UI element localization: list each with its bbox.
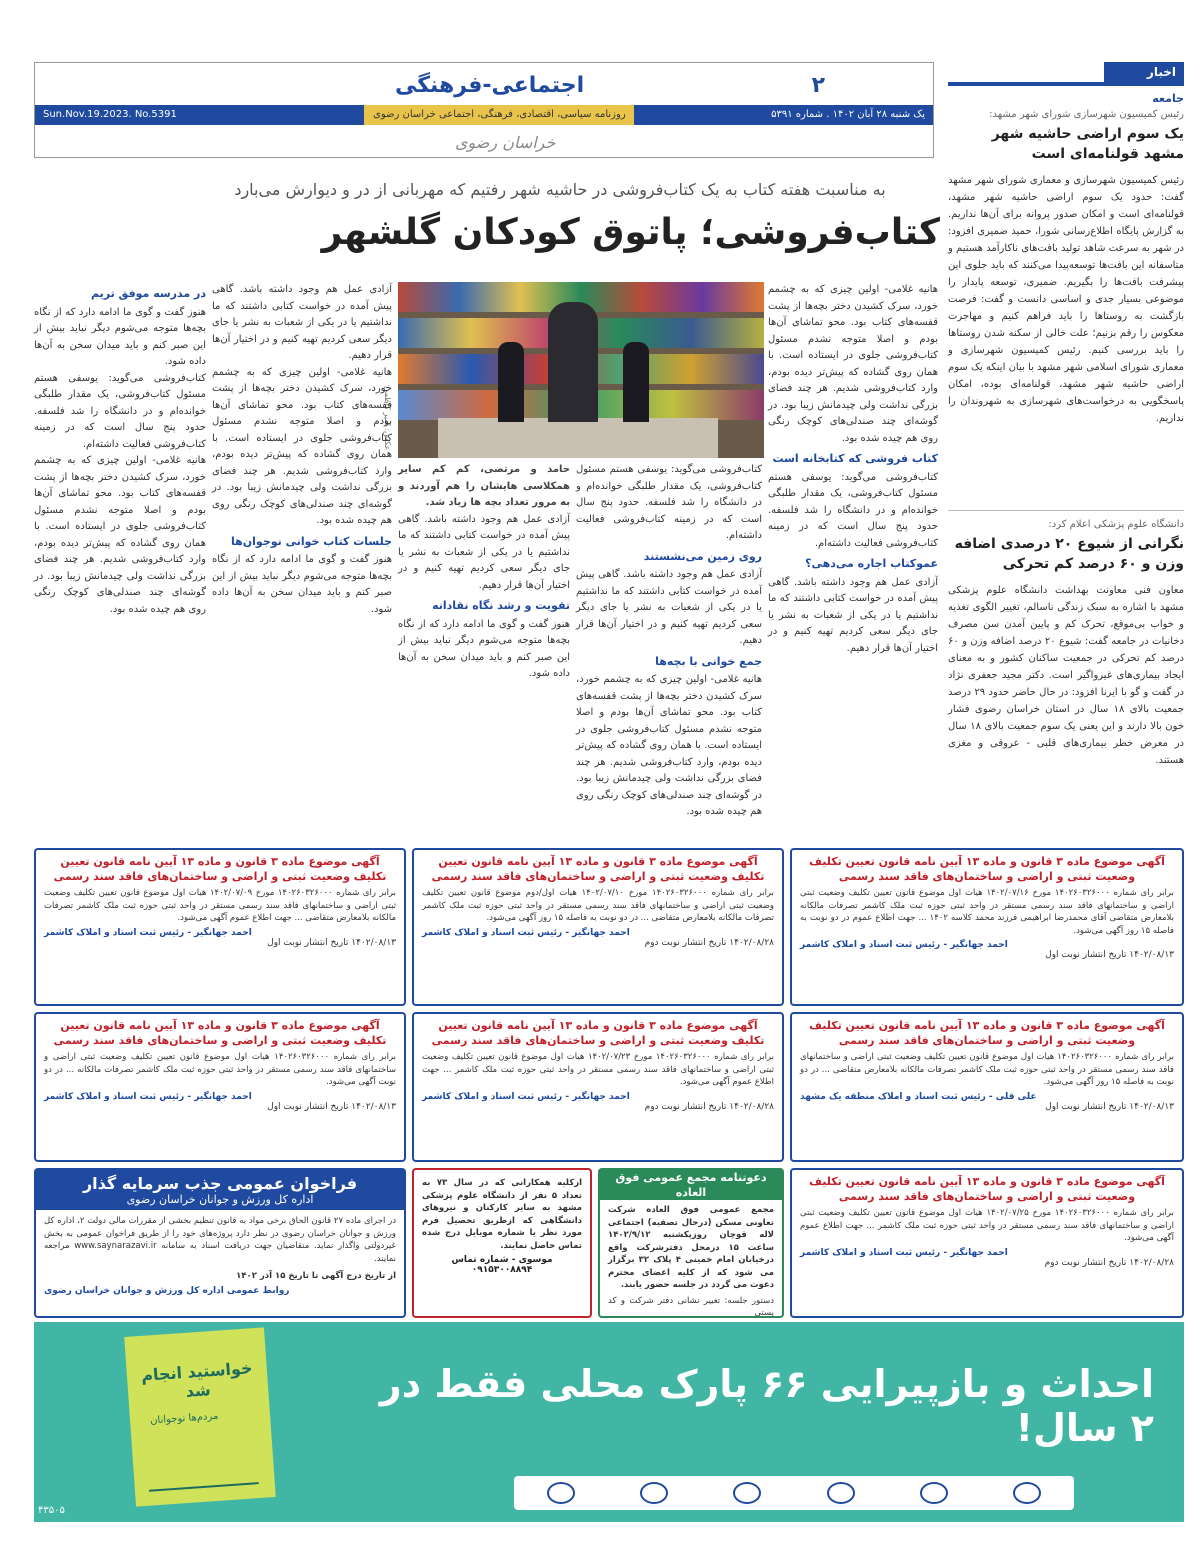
legal-ad-footer: علی قلی - رئیس ثبت اسناد و املاک منطقه یک مشهد <box>800 1091 1037 1102</box>
notice-ad-body: ازکلیه همکارانی که در سال ۷۳ به تعداد ۵ نفر از دانشگاه علوم پزشکی مشهد به سایر کارکنان و نیروهای دانشگاهی که ازطریق تحصیل فرم مورد نظر یا شماره موبایل درج شده تماس حاصل نمایند. <box>422 1178 583 1251</box>
news2-kicker: دانشگاه علوم پزشکی اعلام کرد: <box>1048 519 1184 530</box>
legal-ad <box>412 848 784 1006</box>
legal-ad-title: آگهی موضوع ماده ۳ قانون و ماده ۱۳ آیین نامه قانون تعیین تکلیف وضعیت ثبتی و اراضی و ساختمان‌های فاقد سند رسمی <box>53 855 387 883</box>
article-col-2-text-c: هانیه غلامی- اولین چیزی که به چشمم خورد، سرک کشیدن دختر بچه‌ها از پشت قفسه‌های کتاب بود. محو تماشای آن‌ها بودم و اصلا متوجه نشدم مسئول کتاب‌فروشی جلوی در ایستاده است. با همان روی گشاده که پیش‌تر دیده بودم، وارد کتاب‌فروشی شدیم. هر چند فضای بزرگی نداشت ولی چیدمانش زیبا بود. در گوشه‌ای چند صندلی‌های کوچک رنگی روی هم چیده شده بود. <box>576 674 762 817</box>
logo-icon <box>827 1482 855 1504</box>
call-ad-deadline: از تاریخ درج آگهی تا تاریخ ۱۵ آذر ۱۴۰۲ <box>236 1271 396 1281</box>
legal-ad-date: ۱۴۰۲/۰۸/۱۳ تاریخ انتشار نوبت اول <box>1045 1101 1174 1112</box>
latin-date: Sun.Nov.19.2023. No.5391 <box>35 105 364 125</box>
page-number: ۲ <box>811 73 825 98</box>
banner-note-sub: مردم‌ها نوجوانان <box>149 1410 219 1427</box>
article-col-2-text: کتاب‌فروشی می‌گوید: یوسفی هستم مسئول کتاب‌فروشی، یک مقدار طلبگی خوانده‌ام و در دانشگاه را شد فلسفه. حدود پنج سال است که در زمینه کتاب‌فروشی فعالیت داشته‌ام. <box>576 464 762 541</box>
article-col-5-text-b: کتاب‌فروشی می‌گوید: یوسفی هستم مسئول کتاب‌فروشی، یک مقدار طلبگی خوانده‌ام و در دانشگاه را شد فلسفه. حدود پنج سال است که در زمینه کتاب‌فروشی فعالیت داشته‌ام. <box>34 372 206 450</box>
subhead-school: در مدرسه موفق تریم <box>90 287 206 300</box>
logo-icon <box>1013 1482 1041 1504</box>
subhead-floor: روی زمین می‌نشستند <box>643 549 762 563</box>
banner-sticky-note <box>124 1327 276 1506</box>
legal-ad-date: ۱۴۰۲/۰۸/۲۸ تاریخ انتشار نوبت دوم <box>1044 1257 1174 1268</box>
article-col-1 <box>768 282 938 822</box>
newspaper-logo: خراسان رضوی <box>455 133 556 152</box>
legal-ad-title: آگهی موضوع ماده ۳ قانون و ماده ۱۳ آیین نامه قانون تعیین تکلیف وضعیت ثبتی و اراضی و ساختمان‌های فاقد سند رسمی <box>809 855 1165 883</box>
legal-ad <box>412 1012 784 1162</box>
article-col-2 <box>576 462 762 822</box>
news-tag: اخبار <box>1104 62 1184 82</box>
legal-ad-body: برابر رای شماره ۱۴۰۲۶۰۳۲۶۰۰۰ هیات اول موضوع قانون تعیین تکلیف وضعیت ثبتی اراضی و ساختمانهای فاقد سند رسمی مستقر در واحد ثبتی حوزه ثبت ملک کاشمر تصرفات مالکانه بلامعارض متقاضی ... در دو نوبت به فاصله ۱۵ روز آگهی می‌شود. <box>800 1052 1175 1087</box>
logo-icon <box>920 1482 948 1504</box>
legal-ad-title: آگهی موضوع ماده ۳ قانون و ماده ۱۳ آیین نامه قانون تعیین تکلیف وضعیت ثبتی و اراضی و ساختمان‌های فاقد سند رسمی <box>53 1019 387 1047</box>
logo-icon <box>547 1482 575 1504</box>
divider <box>948 510 1184 511</box>
logo-icon <box>640 1482 668 1504</box>
bookstore-photo <box>398 282 764 458</box>
photo-caption: حامد و مرتضی، کم کم سایر همکلاسی هایشان را هم آوردند و به مرور تعداد بچه ها زیاد شد. <box>398 464 570 508</box>
legal-ad-body: برابر رای شماره ۱۴۰۲۶۰۳۲۶۰۰۰ مورخ ۱۴۰۲/۰۷/۰۹ هیات اول موضوع قانون تعیین تکلیف وضعیت ثبتی اراضی و ساختمانهای فاقد سند رسمی مستقر در واحد ثبتی حوزه ثبت ملک کاشمر تصرفات مالکانه بلامعارض متقاضی ... جهت اطلاع عموم آگهی می‌شود. <box>44 888 396 923</box>
legal-ad-footer: احمد جهانگیر - رئیس ثبت اسناد و املاک کاشمر <box>800 940 1008 950</box>
legal-ad-body: برابر رای شماره ۱۴۰۲۶۰۳۲۶۰۰۰ مورخ ۱۴۰۲/۰۷/۲۳ هیات اول موضوع قانون تعیین تکلیف وضعیت ثبتی اراضی و ساختمانهای فاقد سند رسمی مستقر در واحد ثبتی حوزه ثبت ملک کاشمر ... جهت اطلاع عموم آگهی می‌شود. <box>422 1052 774 1087</box>
article-col-4-text-b: هانیه غلامی- اولین چیزی که به چشمم خورد، سرک کشیدن دختر بچه‌ها از پشت قفسه‌های کتاب بود. محو تماشای آن‌ها بودم و اصلا متوجه نشدم مسئول کتاب‌فروشی جلوی در ایستاده است. با همان روی گشاده که پیش‌تر دیده بودم، وارد کتاب‌فروشی شدیم. هر چند فضای بزرگی نداشت ولی چیدمانش زیبا بود. در گوشه‌ای چند صندلی‌های کوچک رنگی روی هم چیده شده بود. <box>212 366 392 526</box>
legal-ad-title: آگهی موضوع ماده ۳ قانون و ماده ۱۳ آیین نامه قانون تعیین تکلیف وضعیت ثبتی و اراضی و ساختمان‌های فاقد سند رسمی <box>809 1175 1165 1203</box>
legal-ad-date: ۱۴۰۲/۰۸/۲۸ تاریخ انتشار نوبت دوم <box>644 937 774 948</box>
subhead-teens: جلسات کتاب خوانی نوجوان‌ها <box>231 534 392 548</box>
notice-ad <box>412 1168 592 1318</box>
legal-ad <box>790 848 1184 1006</box>
legal-ad-body: برابر رای شماره ۱۴۰۲۶۰۳۲۶۰۰۰ مورخ ۱۴۰۲/۰۷/۱۶ هیات اول موضوع قانون تعیین تکلیف وضعیت ثبتی اراضی و ساختمانهای فاقد سند رسمی مستقر در واحد ثبتی حوزه ثبت ملک کاشمر تصرفات مالکانه بلامعارض متقاضی آقای محمدرضا ابراهیمی فرزند محمد کلاسه ۱۴۰۲ ... جهت اطلاع عموم در دو نوبت به فاصله ۱۵ روز آگهی می‌شود. <box>800 888 1174 936</box>
article-col-2-text-b: آزادی عمل هم وجود داشته باشد. گاهی پیش آمده در خواست کتابی داشتند که ما نداشتیم یا در یکی از شعبات به نشر یا جای دیگر سعی کردیم تهیه کنیم و در اختیار آن‌ها قرار دهیم. <box>576 569 762 646</box>
assembly-ad-header: دعوتنامه مجمع عمومی فوق العاده <box>600 1170 782 1200</box>
tag-rule <box>948 82 1184 86</box>
article-kicker: به مناسبت هفته کتاب به یک کتاب‌فروشی در حاشیه شهر رفتیم که مهربانی از در و دیوارش می‌بارد <box>234 180 886 199</box>
article-col-4-text: آزادی عمل هم وجود داشته باشد. گاهی پیش آمده در خواست کتابی داشتند که ما نداشتیم یا در یکی از شعبات به نشر یا جای دیگر سعی کردیم تهیه کنیم و در اختیار آن‌ها قرار دهیم. <box>212 284 392 361</box>
call-ad-title: فراخوان عمومی جذب سرمایه گذار <box>82 1174 358 1193</box>
legal-ad-footer: احمد جهانگیر - رئیس ثبت اسناد و املاک کاشمر <box>44 1091 252 1102</box>
news-subtag: جامعه <box>1152 92 1184 105</box>
subhead-reading: جمع خوانی با بچه‌ها <box>655 654 762 668</box>
legal-ad <box>790 1168 1184 1318</box>
legal-ad-date: ۱۴۰۲/۰۸/۱۳ تاریخ انتشار نوبت اول <box>267 937 396 948</box>
tagline: روزنامه سیاسی، اقتصادی، فرهنگی، اجتماعی خراسان رضوی <box>364 105 633 125</box>
article-col-1-text-b: کتاب‌فروشی می‌گوید: یوسفی هستم مسئول کتاب‌فروشی، یک مقدار طلبگی خوانده‌ام و در دانشگاه را شد فلسفه. حدود پنج سال است که در زمینه کتاب‌فروشی فعالیت داشته‌ام. <box>768 471 938 549</box>
park-banner <box>34 1322 1184 1522</box>
assembly-ad <box>598 1168 784 1318</box>
logo-icon <box>733 1482 761 1504</box>
call-ad-subtitle: اداره کل ورزش و جوانان خراسان رضوی <box>126 1193 314 1206</box>
legal-ad-title: آگهی موضوع ماده ۳ قانون و ماده ۱۳ آیین نامه قانون تعیین تکلیف وضعیت ثبتی و اراضی و ساختمان‌های فاقد سند رسمی <box>431 1019 765 1047</box>
legal-ad-body: برابر رای شماره ۱۴۰۲۶۰۳۲۶۰۰۰ مورخ ۱۴۰۲/۰۷/۲۵ هیات اول موضوع قانون تعیین تکلیف وضعیت ثبتی اراضی و ساختمانهای فاقد سند رسمی مستقر در واحد ثبتی حوزه ثبت ملک کاشمر ... جهت اطلاع عموم آگهی می‌شود. <box>800 1208 1174 1243</box>
issue-date: یک شنبه ۲۸ آبان ۱۴۰۲ . شماره ۵۳۹۱ <box>634 105 933 125</box>
section-title: اجتماعی-فرهنگی <box>395 73 585 98</box>
banner-title: احداث و بازپیرایی ۶۶ پارک محلی فقط در ۲ سال! <box>379 1362 1154 1450</box>
legal-ad-footer: احمد جهانگیر - رئیس ثبت اسناد و املاک کاشمر <box>44 927 252 938</box>
masthead-band <box>35 105 933 125</box>
banner-note-text: خواستید انجام شد <box>140 1358 254 1401</box>
legal-ad-footer: احمد جهانگیر - رئیس ثبت اسناد و املاک کاشمر <box>422 927 630 938</box>
news2-title: نگرانی از شیوع ۲۰ درصدی اضافه وزن و ۶۰ درصد کم تحرکی <box>954 536 1184 572</box>
call-ad-header <box>36 1170 404 1210</box>
legal-ad-body: برابر رای شماره ۱۴۰۲۶۰۳۲۶۰۰۰ مورخ ۱۴۰۲/۰۷/۱۰ هیات اول/دوم موضوع قانون تعیین تکلیف وضعیت ثبتی اراضی و ساختمانهای فاقد سند رسمی مستقر در واحد ثبتی حوزه ثبت ملک کاشمر تصرفات مالکانه بلامعارض متقاضی ... در دو نوبت به فاصله ۱۵ روز آگهی می‌شود. <box>422 888 774 923</box>
legal-ad <box>34 848 406 1006</box>
photo-credit: عکس: امیر کاظمی <box>383 385 392 450</box>
legal-ad <box>34 1012 406 1162</box>
article-headline: کتاب‌فروشی؛ پاتوق کودکان گلشهر <box>321 212 940 253</box>
legal-ad-title: آگهی موضوع ماده ۳ قانون و ماده ۱۳ آیین نامه قانون تعیین تکلیف وضعیت ثبتی و اراضی و ساختمان‌های فاقد سند رسمی <box>431 855 765 883</box>
article-col-5 <box>34 282 206 822</box>
article-col-1-text-c: آزادی عمل هم وجود داشته باشد. گاهی پیش آمده در خواست کتابی داشتند که ما نداشتیم یا در یکی از شعبات به نشر یا جای دیگر سعی کردیم تهیه کنیم و در اختیار آن‌ها قرار دهیم. <box>768 576 938 654</box>
article-col-3-text: آزادی عمل هم وجود داشته باشد. گاهی پیش آمده در خواست کتابی داشتند که ما نداشتیم یا در یکی از شعبات به نشر یا جای دیگر سعی کردیم تهیه کنیم و در اختیار آن‌ها قرار دهیم. <box>398 513 570 591</box>
article-col-4 <box>212 282 392 822</box>
banner-code: ۴۳۵۰۵ <box>38 1505 65 1516</box>
subhead-library: کتاب فروشی که کتابخانه است <box>772 452 938 465</box>
article-col-3-text-b: هنوز گفت و گوی ما ادامه دارد که از نگاه بچه‌ها متوجه می‌شوم دیگر نباید بیش از این صبر کنم و باید میدان سخن به آن‌ها داده شود. <box>398 618 570 679</box>
legal-ad-footer: احمد جهانگیر - رئیس ثبت اسناد و املاک کاشمر <box>800 1247 1008 1258</box>
article-col-4-text-c: هنوز گفت و گوی ما ادامه دارد که از نگاه بچه‌ها متوجه می‌شوم دیگر نباید بیش از این صبر کنم و باید میدان سخن به آن‌ها داده شود. <box>212 554 392 615</box>
article-col-5-text-c: هانیه غلامی- اولین چیزی که به چشمم خورد، سرک کشیدن دختر بچه‌ها از پشت قفسه‌های کتاب بود. محو تماشای آن‌ها بودم و اصلا متوجه نشدم مسئول کتاب‌فروشی جلوی در ایستاده است. با همان روی گشاده که پیش‌تر دیده بودم، وارد کتاب‌فروشی شدیم. هر چند فضای بزرگی نداشت ولی چیدمانش زیبا بود. در گوشه‌ای چند صندلی‌های کوچک رنگی روی هم چیده شده بود. <box>34 455 206 615</box>
notice-ad-footer: موسوی - شماره تماس ۰۹۱۵۳۰۰۸۸۹۴ <box>451 1255 553 1275</box>
assembly-ad-body: مجمع عمومی فوق العاده شرکت تعاونی مسکن (درحال تصفیه) اجتماعی لاله قوچان روزپکشنبه ۱۴۰۲/۹/۱۲ ساعت ۱۵ درمحل دفترشرکت واقع درخیابان امام خمینی ۴ پلاک ۳۲ برگزار می شود که از کلیه اعضای محترم دعوت می گردد در جلسه حضور یابند. <box>608 1205 774 1290</box>
subhead-rent: عموکتاب اجاره می‌دهی؟ <box>805 557 938 570</box>
news1-body: رئیس کمیسیون شهرسازی و معماری شورای شهر مشهد گفت: حدود یک سوم اراضی حاشیه شهر مشهد، قولنامه‌ای است و امکان صدور پروانه برای آن‌ها نداریم. به گزارش پایگاه اطلاع‌رسانی شورا، حمید ضمیری افزود: در شهر به سرعت شاهد تولید بافت‌های ناکارآمد هستیم و متاسفانه این بافت‌ها توسعه‌پیدا می‌کنند که باید جلوی این پیشرفت بافت‌ها را بگیریم. ضمیری، توسعه پایدار را موضوعی بسیار جدی و اساسی دانست و گفت: فرصت بازگشت به روستاها را باید فراهم کنیم و مهاجرت معکوس را رقم بزنیم؛ علت خالی از سکنه شدن روستاها را باید بررسی کنیم. رئیس کمیسیون شهرسازی و معماری شورای اسلامی شهر مشهد با بیان اینکه یک سوم اراضی حاشیه شهر مشهد، قولنامه‌ای بوده، امکان پاسخگویی به درخواست‌های شهرسازی به شهروندان را نداریم. <box>948 175 1184 424</box>
subhead-critical: تقویت و رشد نگاه نقادانه <box>432 599 570 612</box>
legal-ad <box>790 1012 1184 1162</box>
legal-ad-date: ۱۴۰۲/۰۸/۱۳ تاریخ انتشار نوبت اول <box>267 1101 396 1112</box>
article-col-1-text: هانیه غلامی- اولین چیزی که به چشمم خورد، سرک کشیدن دختر بچه‌ها از پشت قفسه‌های کتاب بود. محو تماشای آن‌ها بودم و اصلا متوجه نشدم مسئول کتاب‌فروشی جلوی در ایستاده است. با همان روی گشاده که پیش‌تر دیده بودم، وارد کتاب‌فروشی شدیم. هر چند فضای بزرگی نداشت ولی چیدمانش زیبا بود. در گوشه‌ای چند صندلی‌های کوچک رنگی روی هم چیده شده بود. <box>768 284 938 444</box>
legal-ad-title: آگهی موضوع ماده ۳ قانون و ماده ۱۳ آیین نامه قانون تعیین تکلیف وضعیت ثبتی و اراضی و ساختمان‌های فاقد سند رسمی <box>809 1019 1165 1047</box>
article-col-3 <box>398 462 570 822</box>
legal-ad-date: ۱۴۰۲/۰۸/۱۳ تاریخ انتشار نوبت اول <box>1045 950 1174 960</box>
news2-body: معاون فنی معاونت بهداشت دانشگاه علوم پزشکی مشهد با اشاره به سبک زندگی ناسالم، تغییر الگوی تغذیه و خواب بی‌موقع، تحرک کم و پایین آمدن سن مصرف دخانیات در جامعه گفت: شیوع ۲۰ درصد اضافه وزن و ۶۰ درصد کم تحرکی در جمعیت ساکنان کشور و به معنای ایجاد بیماری‌های غیرواگیر است. دکتر مجید جعفری نژاد در گفت و گو با ایرنا افزود: در حال حاضر حدود ۲۹ درصد جمعیت بالای ۱۸ سال در استان خراسان رضوی فشار خون بالا دارند و این یعنی یک سوم جمعیت بالای ۱۸ سال در معرض خطر بیماری‌های قلبی - عروقی و مغزی هستند. <box>948 585 1185 766</box>
legal-ad-date: ۱۴۰۲/۰۸/۲۸ تاریخ انتشار نوبت دوم <box>644 1101 774 1112</box>
call-ad <box>34 1168 406 1318</box>
legal-ad-footer: احمد جهانگیر - رئیس ثبت اسناد و املاک کاشمر <box>422 1091 630 1102</box>
news1-kicker: رئیس کمیسیون شهرسازی شورای شهر مشهد: <box>989 109 1184 120</box>
article-col-5-text: هنوز گفت و گوی ما ادامه دارد که از نگاه بچه‌ها متوجه می‌شوم دیگر نباید بیش از این صبر کنم و باید میدان سخن به آن‌ها داده شود. <box>34 306 206 367</box>
news-column <box>948 62 1184 832</box>
sponsor-logos <box>514 1476 1074 1510</box>
call-ad-body: در اجرای ماده ۲۷ قانون الحاق برخی مواد به قانون تنظیم بخشی از مقررات مالی دولت ۲، اداره کل ورزش و جوانان خراسان رضوی در نظر دارد پروژه‌های خود را از طریق فراخوان عمومی به بخش غیردولتی واگذار نماید. متقاضیان جهت دریافت اسناد به سامانه www.saynarazavi.ir مراجعه نمایند. <box>44 1216 397 1264</box>
news1-title: یک سوم اراضی حاشیه شهر مشهد قولنامه‌ای است <box>991 126 1184 162</box>
tree-icon <box>146 1444 259 1492</box>
call-ad-footer: روابط عمومی اداره کل ورزش و جوانان خراسان رضوی <box>44 1285 290 1296</box>
legal-ad-body: برابر رای شماره ۱۴۰۲۶۰۳۲۶۰۰۰ هیات اول موضوع قانون تعیین تکلیف وضعیت ثبتی اراضی و ساختمانهای فاقد سند رسمی مستقر در واحد ثبتی حوزه ثبت ملک کاشمر تصرفات مالکانه ... در دو نوبت آگهی می‌شود. <box>44 1052 396 1087</box>
assembly-ad-agenda: دستور جلسه: تغییر نشانی دفتر شرکت و کد پستی <box>608 1295 774 1318</box>
masthead <box>34 62 934 158</box>
